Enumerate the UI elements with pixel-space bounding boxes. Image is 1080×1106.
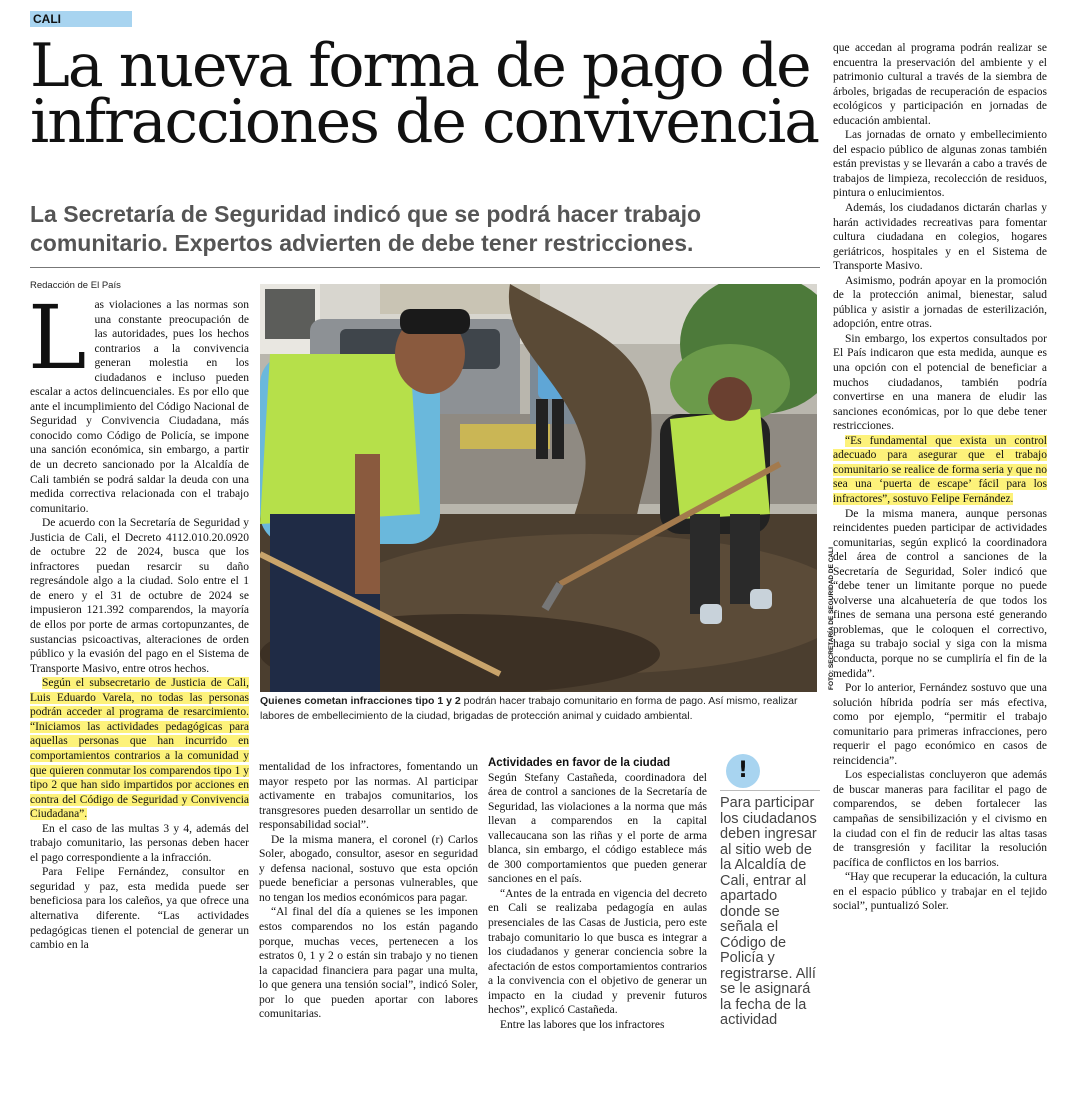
- headline: La nueva forma de pago de infracciones de convivencia: [30, 31, 819, 157]
- exclamation-glyph: !: [737, 758, 749, 783]
- exclamation-icon: [726, 754, 760, 788]
- paragraph: as violaciones a las normas son una constante preocupación de las autoridades, pues los hechos contrarios a la convivencia generan molestia en los ciudadanos e incluso pueden escalar a actos delincuenciales. Es por ello que ante el incumplimiento del Código Nacional de Seguridad y Convivencia Ciudadana, más conocido como Código de Policía, se impone una sanción económica, sin embargo, a partir de un decreto sancionado por la Alcaldía de Cali también se podrá saldar la deuda con una medida correctiva relacionada con el trabajo comunitario.: [30, 299, 249, 515]
- column-2: [259, 760, 478, 1022]
- highlighted-paragraph: [833, 434, 1047, 507]
- section-tag: CALI: [30, 11, 132, 27]
- highlighted-text: Según el subsecretario de Justicia de Cali, Luis Eduardo Varela, no todas las personas podrán acceder al programa de resarcimiento. “Iniciamos las actividades pedagógicas para aquellas personas que han incurrido en comportamientos contrarios a la comunidad y que quieren conmutar los comparendos tipo 1 y tipo 2 que han sido impartidos por acciones en contra del Código de Seguridad y Convivencia Ciudadana”.: [30, 677, 249, 821]
- photo-illustration: [260, 284, 817, 692]
- divider-rule: [30, 267, 820, 268]
- paragraph: “Hay que recuperar la educación, la cultura en el espacio público y trabajar en el tejido social”, puntualizó Soler.: [833, 871, 1047, 913]
- paragraph: Sin embargo, los expertos consultados por El País indicaron que esta medida, aunque es una opción con el potencial de beneficiar a muchos ciudadanos, también podría convertirse en una manera de eludir las sanciones económicas, por lo que debe tener restricciones.: [833, 332, 1047, 433]
- paragraph: Según Stefany Castañeda, coordinadora del área de control a sanciones de la Secretaría de Seguridad, las violaciones a la norma que más llevan a comparendos en la capital vallecaucana son las riñas y el porte de arma blanca, sin embargo, el código establece más de 300 comportamientos que pueden generar sanciones en el país.: [488, 771, 707, 886]
- photo-caption: [260, 694, 817, 724]
- paragraph: Los especialistas concluyeron que además de buscar maneras para facilitar el pago de comparendos, se deben fortalecer las campañas de sensibilización y el civismo en la ciudad con el fin de reducir las altas tasas de transgresión y facilitar la resolución pacífica de conflictos en los barrios.: [833, 769, 1047, 869]
- paragraph: mentalidad de los infractores, fomentando un mayor respeto por las normas. Al participar activamente en trabajos comunitarios, los transgresores pueden desarrollar un sentido de responsabilidad social”.: [259, 761, 478, 832]
- caption-text: podrán hacer trabajo comunitario en forma de pago. Así mismo, realizar labores de embellecimiento de la ciudad, brigadas de protección animal y cuidado ambiental.: [260, 695, 798, 722]
- column-4: [833, 41, 1047, 914]
- highlighted-paragraph: [30, 676, 249, 821]
- paragraph: Por lo anterior, Fernández sostuvo que una solución híbrida podría ser más efectiva, como por ejemplo, “permitir el trabajo comunitario para primeras infracciones, pero requerir el pago económico en casos de reincidencia”.: [833, 682, 1047, 767]
- paragraph: De la misma manera, el coronel (r) Carlos Soler, abogado, consultor, asesor en seguridad y defensa nacional, sostuvo que esta opción puede beneficiar a personas vulnerables, que no tengan los medios económicos para pagar.: [259, 833, 478, 904]
- paragraph: De acuerdo con la Secretaría de Seguridad y Justicia de Cali, el Decreto 4112.010.20.0920 de octubre 22 de 2024, busca que los infractores puedan resarcir su daño regresándole algo a la ciudad. Solo entre el 1 de enero y el 31 de octubre de 2024 se impusieron 121.392 comparendos, la mayoría de ellos por porte de armas cortopunzantes, de sustancias psicoactivas, alteraciones de orden público y la evasión del pago en el Sistema de Transporte Masivo, entre otros hechos.: [30, 517, 249, 675]
- photo-credit: [818, 547, 835, 690]
- paragraph: Asimismo, podrán apoyar en la promoción de la protección animal, bienestar, salud pública y asistir a jornadas de esterilización, adopción, entre otras.: [833, 274, 1047, 331]
- paragraph: Para Felipe Fernández, consultor en seguridad y paz, esta medida puede ser beneficiosa para los caleños, ya que ofrece una alternativa diferente. “Las actividades pedagógicas tienen el potencial de generar un cambio en la: [30, 866, 249, 952]
- byline: Redacción de El País: [30, 280, 121, 291]
- highlighted-quote: “Es fundamental que exista un control adecuado para asegurar que el trabajo comunitario se realice de forma seria y que no sea una ‘puerta de escape’ fácil para los infractores”, sostuvo Felipe Fernández.: [833, 434, 1047, 505]
- paragraph: Entre las labores que los infractores: [500, 1018, 665, 1031]
- caption-bold: Quienes cometan infracciones tipo 1 y 2: [260, 695, 461, 707]
- infobox-text: Para participar los ciudadanos deben ingresar al sitio web de la Alcaldía de Cali, entrar al apartado donde se señala el Código de Policía y registrarse. Allí se le asignará la fecha de la actividad: [720, 795, 817, 1028]
- subheadline: La Secretaría de Seguridad indicó que se podrá hacer trabajo comunitario. Expertos advierten de debe tener restricciones.: [30, 201, 702, 256]
- dropcap: L: [28, 286, 87, 389]
- paragraph: “Al final del día a quienes se les imponen estos comparendos no los están pagando porque, muchas veces, pertenecen a los estratos 0, 1 y 2 o están sin trabajo y no tienen la capacidad financiera para pagar una multa, lo que genera una tensión social”, indicó Soler, por lo que pueden aportar con labores comunitarias.: [259, 906, 478, 1021]
- paragraph: Las jornadas de ornato y embellecimiento del espacio público de algunas zonas también están previstas y se llevarán a cabo a través de trabajos de limpieza, recolección de residuos, pintura o enlucimientos.: [833, 129, 1047, 200]
- infobox-rule: [720, 790, 820, 791]
- paragraph: En el caso de las multas 3 y 4, además del trabajo comunitario, las personas deben hacer el pago correspondiente a la infracción.: [30, 822, 249, 864]
- news-photo: [260, 284, 817, 692]
- column-1: [28, 286, 249, 953]
- paragraph: Además, los ciudadanos dictarán charlas y harán actividades recreativas para fomentar cultura ciudadana en colegios, hogares geriátricos, hospitales y en el Sistema de Transporte Masivo.: [833, 202, 1047, 273]
- paragraph: que accedan al programa podrán realizar se encuentra la preservación del ambiente y el patrimonio cultural a través de la siembra de árboles, brigadas de recuperación de espacios ecológicos y participación en jornadas de educación ambiental.: [833, 42, 1047, 127]
- paragraph: “Antes de la entrada en vigencia del decreto en Cali se realizaba pedagogía en aulas presenciales de las Casas de Justicia, pero este trabajo comunitario lo que busca es integrar a los ciudadanos y generar conciencia sobre la afectación de estos comportamientos contrarios a la convivencia con el objetivo de generar un impacto en la ciudad y prevenir futuros hechos”, explicó Castañeda.: [488, 887, 707, 1017]
- photo-credit-text: FOTO: SECRETARÍA DE SEGURIDAD DE CALI: [828, 547, 835, 690]
- section-subhead: Actividades en favor de la ciudad: [488, 757, 671, 769]
- paragraph: De la misma manera, aunque personas reincidentes pueden participar de actividades comunitarias, según explicó la coordinadora del área de control a sanciones de la Secretaría de Seguridad, Soler indicó que “debe tener un limitante porque no puede volverse una alcahuetería de que todos los fines de semana una persona esté generando problemas, que le coloquen el correctivo, haga su trabajo social y siga con la misma conducta, porque no se cumpliría el fin de la medida”.: [833, 507, 1047, 680]
- column-3: [488, 756, 707, 1032]
